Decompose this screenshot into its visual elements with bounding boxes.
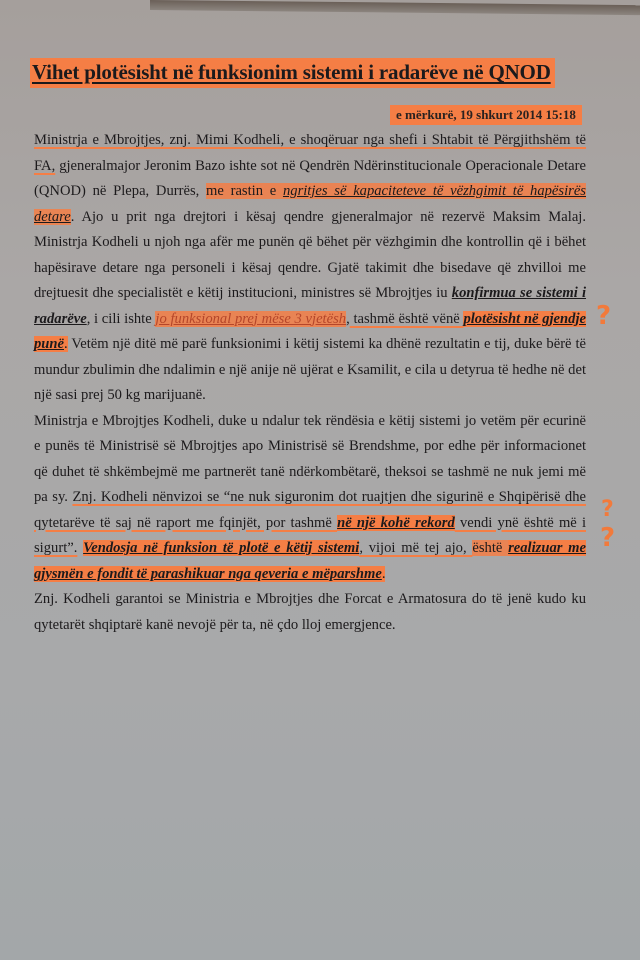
question-mark-icon: ? bbox=[600, 523, 616, 553]
text-segment: . bbox=[64, 336, 68, 352]
article-date: e mërkurë, 19 shkurt 2014 15:18 bbox=[390, 105, 582, 125]
text-segment: Vetëm një ditë më parë funksionimi i këtij sistemi ka dhënë rezultatin e tij, duke bërë të mundur zbulimin dhe ndalimin e një anije në ujërat e Ksamilit, e cila u detyrua të hedhe në det një sasi prej 50 kg marijuanë. bbox=[34, 336, 586, 403]
highlighted-bold-segment: realizuar me gjysmën e fondit të parashikuar nga qeveria e mëparshme bbox=[34, 540, 587, 582]
highlighted-italic-segment: ngritjes së kapaciteteve të vëzhgimit të hapësirës detare bbox=[34, 183, 586, 225]
text-segment: Znj. Kodheli garantoi se Ministria e Mbrojtjes dhe Forcat e Armatosura do të jenë kudo ku qytetarët shqiptarë kanë nevojë për ta, në çdo lloj emergjence. bbox=[34, 591, 586, 633]
highlighted-segment: me rastin e bbox=[206, 183, 283, 199]
underlined-segment: tashmë është vënë bbox=[349, 310, 464, 327]
text-segment: gjeneralmajor Jeronim Bazo ishte sot në Qendrën Ndërinstitucionale Operacionale Detare (QNOD) në Plepa, Durrës, bbox=[34, 157, 586, 199]
highlighted-bold-segment: plotësisht në gjendje punë bbox=[34, 310, 586, 352]
paragraph-3 bbox=[34, 587, 586, 638]
underlined-segment: , vijoi më tej ajo, bbox=[359, 540, 473, 556]
text-segment: , i cili ishte bbox=[86, 310, 156, 327]
question-mark-icon: ? bbox=[601, 497, 614, 522]
text-segment: , bbox=[346, 310, 350, 327]
bold-italic-underlined-segment: konfirmua se sistemi i radarëve bbox=[34, 285, 587, 327]
text-segment: . bbox=[70, 208, 75, 225]
underlined-segment: Ministrja e Mbrojtjes, znj. Mimi Kodheli, e shoqëruar nga shefi i Shtabit të Përgjithshëm të FA, bbox=[34, 132, 586, 174]
article-title: Vihet plotësisht në funksionim sistemi i radarëve në QNOD bbox=[30, 58, 555, 88]
highlighted-bold-segment: Vendosja në funksion të plotë e këtij sistemi bbox=[83, 540, 360, 556]
underlined-segment: vendi ynë është më i sigurt”. bbox=[34, 514, 586, 556]
paragraph-2 bbox=[34, 409, 586, 588]
text-segment: Ministrja e Mbrojtjes Kodheli, duke u ndalur tek rëndësia e këtij sistemi jo vetëm për ecurinë e punës të Ministrisë së Mbrojtjes apo Ministrisë së Brendshme, por edhe për informacionet që duhet të shkëmbejmë me partnerët tanë ndërkombëtarë, theksoi se tashmë ne nuk jemi më pa sy. bbox=[34, 412, 586, 505]
highlighted-italic-segment: jo funksional prej mëse 3 vjetësh bbox=[155, 310, 347, 327]
question-mark-icon: ? bbox=[596, 301, 612, 331]
underlined-segment: Znj. Kodheli nënvizoi se “ne nuk siguronim dot ruajtjen dhe sigurinë e Shqipërisë dhe qytetarëve të saj në raport me fqinjët, por tashmë bbox=[34, 489, 586, 531]
text-segment: . bbox=[381, 565, 386, 582]
article-body bbox=[34, 128, 586, 638]
highlighted-bold-segment: në një kohë rekord bbox=[337, 514, 455, 531]
paragraph-1 bbox=[34, 128, 586, 409]
highlighted-segment: është bbox=[472, 540, 509, 556]
text-segment: Ajo u prit nga drejtori i kësaj qendre gjeneralmajor në rezervë Maksim Malaj. Ministrja Kodheli u njoh nga afër me punën që bëhet për vëzhgimin dhe kontrollin që i bëhet hapësirave detare nga personeli i kësaj qendre. Gjatë takimit dhe bisedave që zhvilloi me drejtuesit dhe specialistët e këtij institucioni, ministres së Mbrojtjes iu bbox=[34, 208, 586, 301]
